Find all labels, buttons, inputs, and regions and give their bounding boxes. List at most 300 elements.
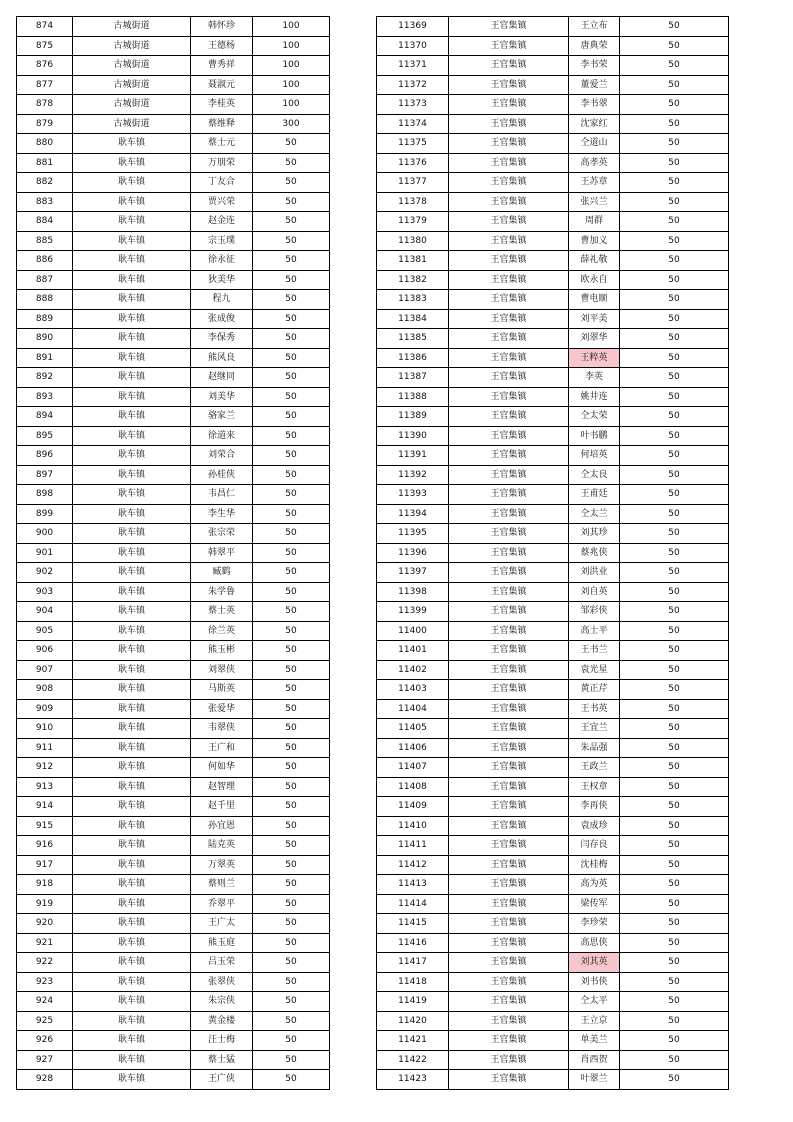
name-cell: 张宗荣 xyxy=(191,524,253,544)
serial-number-cell: 897 xyxy=(17,465,73,485)
serial-number-cell: 11406 xyxy=(377,738,449,758)
serial-number-cell: 11385 xyxy=(377,329,449,349)
serial-number-cell: 11373 xyxy=(377,95,449,115)
name-cell: 李保秀 xyxy=(191,329,253,349)
name-cell: 王粹英 xyxy=(569,348,620,368)
serial-number-cell: 11390 xyxy=(377,426,449,446)
table-row xyxy=(377,134,729,154)
serial-number-cell: 902 xyxy=(17,563,73,583)
amount-cell: 100 xyxy=(253,56,330,76)
table-row xyxy=(377,465,729,485)
serial-number-cell: 888 xyxy=(17,290,73,310)
town-cell: 耿车镇 xyxy=(73,1031,191,1051)
table-row xyxy=(377,17,729,37)
name-cell: 仝道山 xyxy=(569,134,620,154)
town-cell: 古城街道 xyxy=(73,56,191,76)
name-cell: 王广和 xyxy=(191,738,253,758)
name-cell: 高思侠 xyxy=(569,933,620,953)
name-cell: 徐永征 xyxy=(191,251,253,271)
amount-cell: 50 xyxy=(620,75,729,95)
table-row xyxy=(377,153,729,173)
amount-cell: 50 xyxy=(620,738,729,758)
town-cell: 王官集镇 xyxy=(449,231,569,251)
town-cell: 耿车镇 xyxy=(73,465,191,485)
serial-number-cell: 11378 xyxy=(377,192,449,212)
table-row xyxy=(377,1050,729,1070)
name-cell: 薛礼敬 xyxy=(569,251,620,271)
table-row xyxy=(17,1050,330,1070)
table-row xyxy=(377,309,729,329)
town-cell: 王官集镇 xyxy=(449,348,569,368)
town-cell: 王官集镇 xyxy=(449,1070,569,1090)
name-cell: 沈桂梅 xyxy=(569,855,620,875)
town-cell: 王官集镇 xyxy=(449,875,569,895)
name-cell: 王宜兰 xyxy=(569,719,620,739)
serial-number-cell: 11394 xyxy=(377,504,449,524)
serial-number-cell: 875 xyxy=(17,36,73,56)
serial-number-cell: 912 xyxy=(17,758,73,778)
serial-number-cell: 11421 xyxy=(377,1031,449,1051)
serial-number-cell: 11370 xyxy=(377,36,449,56)
serial-number-cell: 896 xyxy=(17,446,73,466)
amount-cell: 50 xyxy=(253,309,330,329)
serial-number-cell: 906 xyxy=(17,641,73,661)
serial-number-cell: 11377 xyxy=(377,173,449,193)
table-row xyxy=(17,75,330,95)
name-cell: 韩怀珍 xyxy=(191,17,253,37)
name-cell: 聂淑元 xyxy=(191,75,253,95)
name-cell: 高士平 xyxy=(569,621,620,641)
table-row xyxy=(377,348,729,368)
serial-number-cell: 884 xyxy=(17,212,73,232)
name-cell: 刘翠侠 xyxy=(191,660,253,680)
serial-number-cell: 11419 xyxy=(377,992,449,1012)
name-cell: 万朋荣 xyxy=(191,153,253,173)
table-row xyxy=(377,738,729,758)
name-cell: 朱品强 xyxy=(569,738,620,758)
serial-number-cell: 887 xyxy=(17,270,73,290)
table-row xyxy=(377,641,729,661)
name-cell: 韩翠平 xyxy=(191,543,253,563)
name-cell: 李再侠 xyxy=(569,797,620,817)
table-body xyxy=(377,17,729,1090)
town-cell: 王官集镇 xyxy=(449,1011,569,1031)
town-cell: 王官集镇 xyxy=(449,465,569,485)
table-row xyxy=(377,543,729,563)
town-cell: 王官集镇 xyxy=(449,368,569,388)
amount-cell: 50 xyxy=(253,173,330,193)
amount-cell: 50 xyxy=(253,290,330,310)
serial-number-cell: 881 xyxy=(17,153,73,173)
table-row xyxy=(17,1070,330,1090)
town-cell: 王官集镇 xyxy=(449,855,569,875)
town-cell: 耿车镇 xyxy=(73,1070,191,1090)
name-cell: 吕玉荣 xyxy=(191,953,253,973)
name-cell: 梁传军 xyxy=(569,894,620,914)
name-cell: 臧鹤 xyxy=(191,563,253,583)
town-cell: 王官集镇 xyxy=(449,387,569,407)
town-cell: 王官集镇 xyxy=(449,914,569,934)
town-cell: 耿车镇 xyxy=(73,290,191,310)
town-cell: 耿车镇 xyxy=(73,1050,191,1070)
serial-number-cell: 11372 xyxy=(377,75,449,95)
table-row xyxy=(17,875,330,895)
serial-number-cell: 11389 xyxy=(377,407,449,427)
name-cell: 丁友合 xyxy=(191,173,253,193)
amount-cell: 50 xyxy=(620,816,729,836)
name-cell: 王苏章 xyxy=(569,173,620,193)
table-row xyxy=(377,563,729,583)
amount-cell: 50 xyxy=(253,465,330,485)
name-cell: 姚井连 xyxy=(569,387,620,407)
amount-cell: 50 xyxy=(253,329,330,349)
serial-number-cell: 11405 xyxy=(377,719,449,739)
name-cell: 袁光星 xyxy=(569,660,620,680)
amount-cell: 50 xyxy=(253,212,330,232)
serial-number-cell: 11393 xyxy=(377,485,449,505)
town-cell: 耿车镇 xyxy=(73,816,191,836)
name-cell: 朱宗侠 xyxy=(191,992,253,1012)
amount-cell: 50 xyxy=(620,641,729,661)
serial-number-cell: 880 xyxy=(17,134,73,154)
amount-cell: 50 xyxy=(620,212,729,232)
town-cell: 耿车镇 xyxy=(73,875,191,895)
town-cell: 王官集镇 xyxy=(449,680,569,700)
town-cell: 王官集镇 xyxy=(449,894,569,914)
serial-number-cell: 908 xyxy=(17,680,73,700)
town-cell: 王官集镇 xyxy=(449,75,569,95)
table-row xyxy=(17,894,330,914)
serial-number-cell: 904 xyxy=(17,602,73,622)
town-cell: 王官集镇 xyxy=(449,972,569,992)
serial-number-cell: 11404 xyxy=(377,699,449,719)
serial-number-cell: 895 xyxy=(17,426,73,446)
serial-number-cell: 886 xyxy=(17,251,73,271)
town-cell: 王官集镇 xyxy=(449,504,569,524)
table-row xyxy=(377,972,729,992)
amount-cell: 300 xyxy=(253,114,330,134)
serial-number-cell: 11412 xyxy=(377,855,449,875)
name-cell: 曹电顺 xyxy=(569,290,620,310)
town-cell: 耿车镇 xyxy=(73,758,191,778)
serial-number-cell: 916 xyxy=(17,836,73,856)
serial-number-cell: 910 xyxy=(17,719,73,739)
table-row xyxy=(17,407,330,427)
table-row xyxy=(17,836,330,856)
name-cell: 仝太兰 xyxy=(569,504,620,524)
table-row xyxy=(377,953,729,973)
town-cell: 王官集镇 xyxy=(449,173,569,193)
table-row xyxy=(17,251,330,271)
amount-cell: 50 xyxy=(253,251,330,271)
serial-number-cell: 11379 xyxy=(377,212,449,232)
serial-number-cell: 925 xyxy=(17,1011,73,1031)
serial-number-cell: 11376 xyxy=(377,153,449,173)
name-cell: 单美兰 xyxy=(569,1031,620,1051)
town-cell: 耿车镇 xyxy=(73,251,191,271)
table-row xyxy=(377,95,729,115)
town-cell: 耿车镇 xyxy=(73,582,191,602)
name-cell: 张成俊 xyxy=(191,309,253,329)
town-cell: 耿车镇 xyxy=(73,485,191,505)
town-cell: 王官集镇 xyxy=(449,407,569,427)
town-cell: 王官集镇 xyxy=(449,660,569,680)
name-cell: 李珍荣 xyxy=(569,914,620,934)
town-cell: 耿车镇 xyxy=(73,641,191,661)
town-cell: 王官集镇 xyxy=(449,777,569,797)
table-row xyxy=(17,329,330,349)
table-row xyxy=(377,816,729,836)
name-cell: 蔡则兰 xyxy=(191,875,253,895)
town-cell: 耿车镇 xyxy=(73,543,191,563)
table-row xyxy=(377,875,729,895)
name-cell: 贾兴荣 xyxy=(191,192,253,212)
name-cell: 李书荣 xyxy=(569,56,620,76)
name-cell: 程九 xyxy=(191,290,253,310)
serial-number-cell: 913 xyxy=(17,777,73,797)
amount-cell: 50 xyxy=(620,836,729,856)
serial-number-cell: 915 xyxy=(17,816,73,836)
name-cell: 董爱兰 xyxy=(569,75,620,95)
serial-number-cell: 11414 xyxy=(377,894,449,914)
table-row xyxy=(377,251,729,271)
amount-cell: 50 xyxy=(253,972,330,992)
town-cell: 王官集镇 xyxy=(449,290,569,310)
town-cell: 王官集镇 xyxy=(449,446,569,466)
table-row xyxy=(17,173,330,193)
table-row xyxy=(377,660,729,680)
table-row xyxy=(17,465,330,485)
serial-number-cell: 926 xyxy=(17,1031,73,1051)
serial-number-cell: 11411 xyxy=(377,836,449,856)
amount-cell: 50 xyxy=(253,894,330,914)
name-cell: 袁成珍 xyxy=(569,816,620,836)
amount-cell: 50 xyxy=(620,270,729,290)
name-cell: 徐兰英 xyxy=(191,621,253,641)
town-cell: 王官集镇 xyxy=(449,1031,569,1051)
table-row xyxy=(17,290,330,310)
serial-number-cell: 924 xyxy=(17,992,73,1012)
table-row xyxy=(17,524,330,544)
amount-cell: 50 xyxy=(253,641,330,661)
table-row xyxy=(377,933,729,953)
name-cell: 张翠侠 xyxy=(191,972,253,992)
name-cell: 周群 xyxy=(569,212,620,232)
name-cell: 王政兰 xyxy=(569,758,620,778)
amount-cell: 50 xyxy=(620,329,729,349)
town-cell: 王官集镇 xyxy=(449,641,569,661)
amount-cell: 50 xyxy=(253,855,330,875)
serial-number-cell: 11422 xyxy=(377,1050,449,1070)
town-cell: 耿车镇 xyxy=(73,1011,191,1031)
town-cell: 耿车镇 xyxy=(73,680,191,700)
town-cell: 王官集镇 xyxy=(449,992,569,1012)
serial-number-cell: 882 xyxy=(17,173,73,193)
serial-number-cell: 11387 xyxy=(377,368,449,388)
amount-cell: 50 xyxy=(253,738,330,758)
town-cell: 古城街道 xyxy=(73,75,191,95)
amount-cell: 50 xyxy=(253,348,330,368)
roster-table-right xyxy=(376,16,729,1090)
amount-cell: 50 xyxy=(620,465,729,485)
table-row xyxy=(377,855,729,875)
serial-number-cell: 11409 xyxy=(377,797,449,817)
serial-number-cell: 876 xyxy=(17,56,73,76)
table-row xyxy=(377,426,729,446)
amount-cell: 50 xyxy=(253,699,330,719)
serial-number-cell: 11401 xyxy=(377,641,449,661)
table-row xyxy=(377,407,729,427)
amount-cell: 50 xyxy=(620,582,729,602)
name-cell: 陆克英 xyxy=(191,836,253,856)
town-cell: 王官集镇 xyxy=(449,114,569,134)
amount-cell: 50 xyxy=(620,953,729,973)
amount-cell: 50 xyxy=(253,543,330,563)
town-cell: 耿车镇 xyxy=(73,933,191,953)
table-row xyxy=(17,933,330,953)
serial-number-cell: 901 xyxy=(17,543,73,563)
name-cell: 王权章 xyxy=(569,777,620,797)
table-row xyxy=(377,270,729,290)
serial-number-cell: 918 xyxy=(17,875,73,895)
table-row xyxy=(377,36,729,56)
table-row xyxy=(17,777,330,797)
table-row xyxy=(17,231,330,251)
town-cell: 耿车镇 xyxy=(73,777,191,797)
amount-cell: 50 xyxy=(620,309,729,329)
serial-number-cell: 11383 xyxy=(377,290,449,310)
name-cell: 刘平美 xyxy=(569,309,620,329)
serial-number-cell: 894 xyxy=(17,407,73,427)
name-cell: 刘美华 xyxy=(191,387,253,407)
amount-cell: 50 xyxy=(253,933,330,953)
serial-number-cell: 922 xyxy=(17,953,73,973)
town-cell: 王官集镇 xyxy=(449,426,569,446)
amount-cell: 50 xyxy=(253,582,330,602)
serial-number-cell: 11380 xyxy=(377,231,449,251)
town-cell: 王官集镇 xyxy=(449,933,569,953)
amount-cell: 100 xyxy=(253,17,330,37)
amount-cell: 50 xyxy=(620,36,729,56)
amount-cell: 50 xyxy=(253,719,330,739)
serial-number-cell: 911 xyxy=(17,738,73,758)
table-row xyxy=(17,816,330,836)
amount-cell: 50 xyxy=(620,758,729,778)
table-row xyxy=(17,563,330,583)
amount-cell: 50 xyxy=(253,270,330,290)
town-cell: 王官集镇 xyxy=(449,56,569,76)
name-cell: 王书兰 xyxy=(569,641,620,661)
town-cell: 王官集镇 xyxy=(449,485,569,505)
town-cell: 王官集镇 xyxy=(449,309,569,329)
serial-number-cell: 892 xyxy=(17,368,73,388)
town-cell: 耿车镇 xyxy=(73,719,191,739)
town-cell: 王官集镇 xyxy=(449,602,569,622)
table-row xyxy=(377,1070,729,1090)
town-cell: 王官集镇 xyxy=(449,836,569,856)
table-row xyxy=(377,212,729,232)
name-cell: 肖西贺 xyxy=(569,1050,620,1070)
amount-cell: 100 xyxy=(253,36,330,56)
table-row xyxy=(17,368,330,388)
town-cell: 耿车镇 xyxy=(73,231,191,251)
name-cell: 熊玉庭 xyxy=(191,933,253,953)
amount-cell: 50 xyxy=(620,504,729,524)
name-cell: 仝太荣 xyxy=(569,407,620,427)
town-cell: 耿车镇 xyxy=(73,407,191,427)
serial-number-cell: 889 xyxy=(17,309,73,329)
town-cell: 耿车镇 xyxy=(73,368,191,388)
town-cell: 耿车镇 xyxy=(73,738,191,758)
table-row xyxy=(17,95,330,115)
town-cell: 王官集镇 xyxy=(449,797,569,817)
amount-cell: 50 xyxy=(620,173,729,193)
name-cell: 王立京 xyxy=(569,1011,620,1031)
amount-cell: 50 xyxy=(253,777,330,797)
table-row xyxy=(17,134,330,154)
table-row xyxy=(17,972,330,992)
amount-cell: 50 xyxy=(253,914,330,934)
town-cell: 耿车镇 xyxy=(73,699,191,719)
name-cell: 刘洪业 xyxy=(569,563,620,583)
amount-cell: 50 xyxy=(620,17,729,37)
table-row xyxy=(377,1031,729,1051)
name-cell: 王广侠 xyxy=(191,1070,253,1090)
town-cell: 王官集镇 xyxy=(449,738,569,758)
name-cell: 熊玉彬 xyxy=(191,641,253,661)
amount-cell: 50 xyxy=(253,192,330,212)
serial-number-cell: 905 xyxy=(17,621,73,641)
table-row xyxy=(377,231,729,251)
table-row xyxy=(17,543,330,563)
amount-cell: 50 xyxy=(620,56,729,76)
serial-number-cell: 11396 xyxy=(377,543,449,563)
table-body xyxy=(17,17,330,1090)
town-cell: 王官集镇 xyxy=(449,153,569,173)
town-cell: 耿车镇 xyxy=(73,855,191,875)
town-cell: 耿车镇 xyxy=(73,426,191,446)
name-cell: 张兴兰 xyxy=(569,192,620,212)
town-cell: 耿车镇 xyxy=(73,173,191,193)
amount-cell: 50 xyxy=(620,485,729,505)
serial-number-cell: 11402 xyxy=(377,660,449,680)
serial-number-cell: 891 xyxy=(17,348,73,368)
amount-cell: 50 xyxy=(253,875,330,895)
name-cell: 孙桂侠 xyxy=(191,465,253,485)
serial-number-cell: 899 xyxy=(17,504,73,524)
table-row xyxy=(17,387,330,407)
name-cell: 刘荣合 xyxy=(191,446,253,466)
serial-number-cell: 11391 xyxy=(377,446,449,466)
town-cell: 古城街道 xyxy=(73,95,191,115)
table-row xyxy=(17,660,330,680)
amount-cell: 50 xyxy=(620,797,729,817)
serial-number-cell: 11381 xyxy=(377,251,449,271)
name-cell: 叶翠兰 xyxy=(569,1070,620,1090)
amount-cell: 50 xyxy=(620,95,729,115)
name-cell: 朱学鲁 xyxy=(191,582,253,602)
table-row xyxy=(377,602,729,622)
town-cell: 王官集镇 xyxy=(449,524,569,544)
table-row xyxy=(377,836,729,856)
amount-cell: 50 xyxy=(620,992,729,1012)
town-cell: 王官集镇 xyxy=(449,563,569,583)
town-cell: 耿车镇 xyxy=(73,504,191,524)
amount-cell: 50 xyxy=(253,407,330,427)
name-cell: 赵智理 xyxy=(191,777,253,797)
serial-number-cell: 885 xyxy=(17,231,73,251)
serial-number-cell: 11398 xyxy=(377,582,449,602)
